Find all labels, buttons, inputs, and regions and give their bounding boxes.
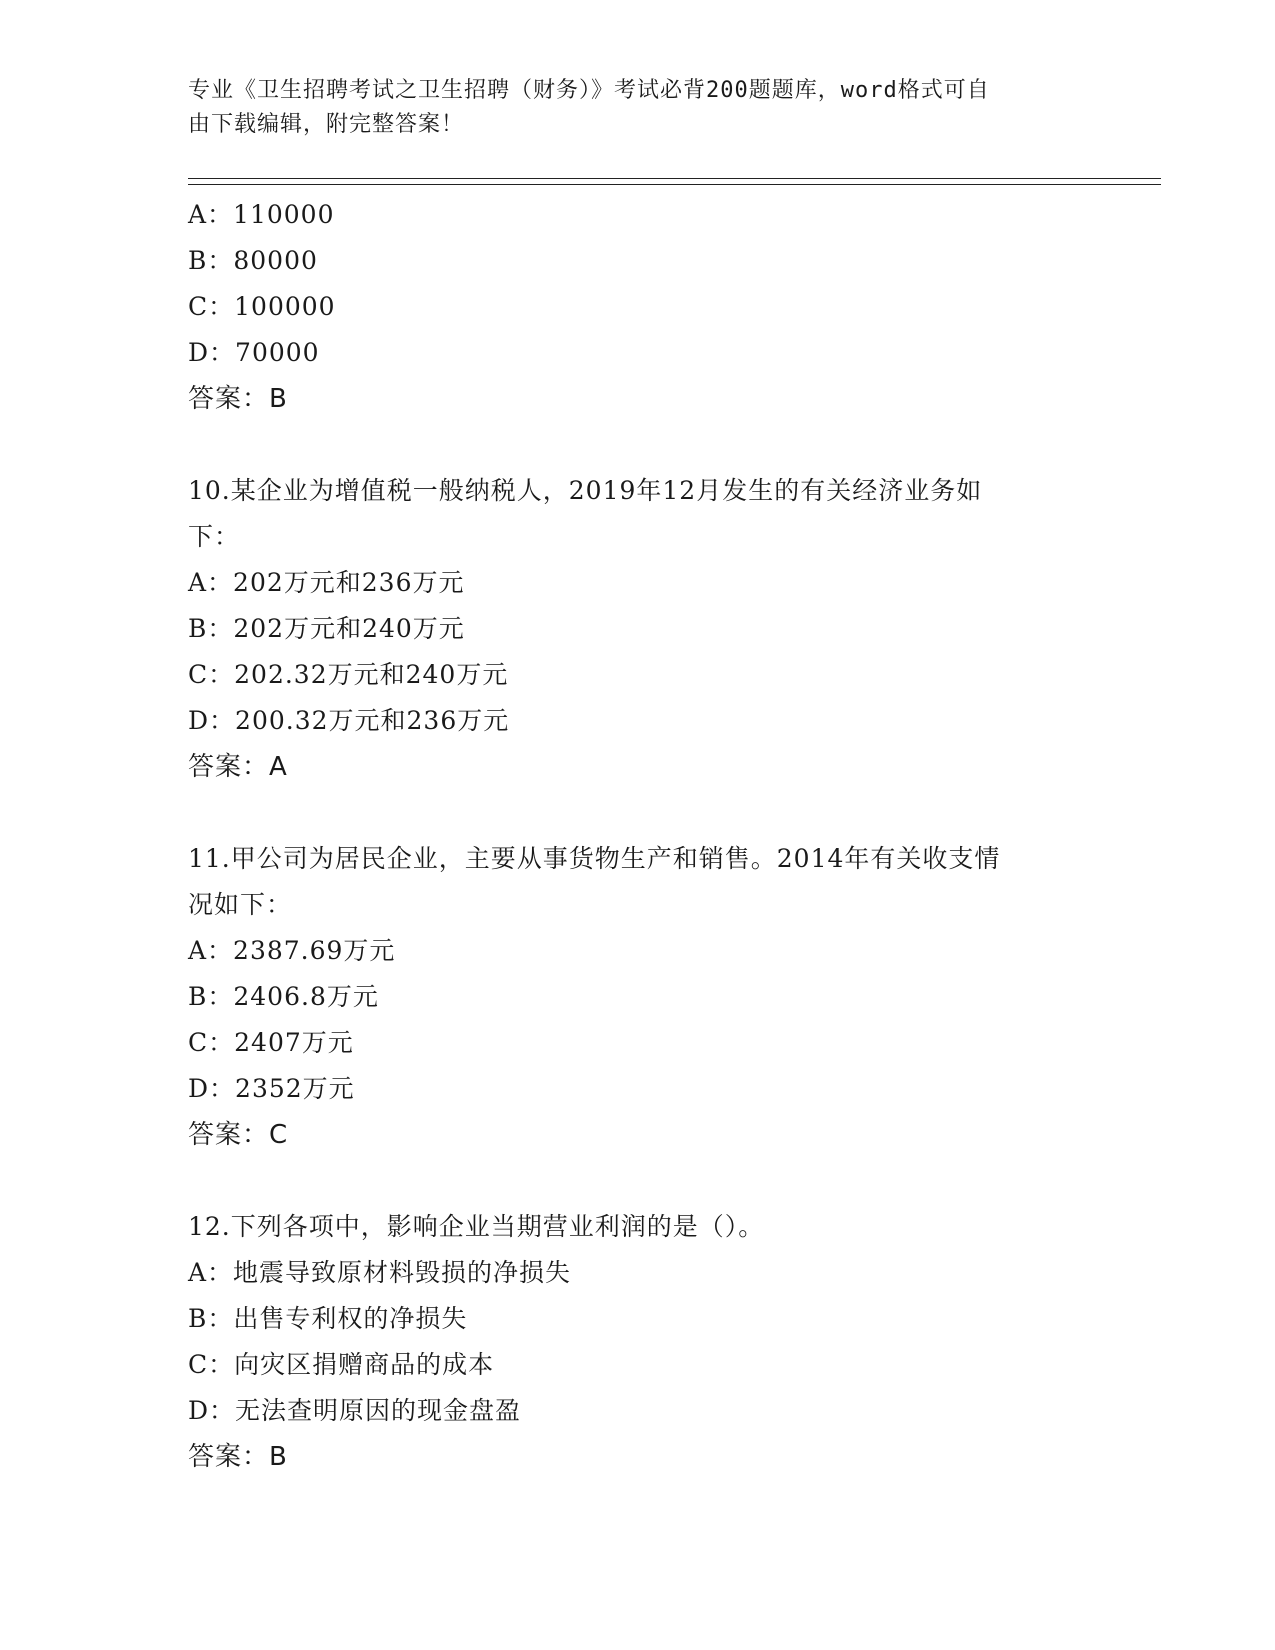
option-d: D：200.32万元和236万元: [188, 706, 510, 735]
question-title: 10.某企业为增值税一般纳税人，2019年12月发生的有关经济业务如: [188, 476, 983, 505]
option-a: A：110000: [188, 200, 335, 229]
answer-line: 答案：B: [188, 384, 288, 414]
option-c: C：向灾区捐赠商品的成本: [188, 1350, 495, 1379]
question-10: [188, 468, 1108, 790]
question-title-cont: 况如下：: [188, 890, 293, 919]
question-11: [188, 836, 1108, 1158]
answer-line: 答案：B: [188, 1442, 288, 1472]
header-line-1: 专业《卫生招聘考试之卫生招聘（财务）》考试必背200题题库，word格式可自: [188, 78, 990, 103]
answer-line: 答案：A: [188, 752, 288, 782]
option-b: B：202万元和240万元: [188, 614, 465, 643]
spacer: [188, 1158, 1108, 1204]
option-b: B：80000: [188, 246, 318, 275]
option-a: A：202万元和236万元: [188, 568, 465, 597]
question-title-cont: 下：: [188, 522, 241, 551]
question-title: 11.甲公司为居民企业，主要从事货物生产和销售。2014年有关收支情: [188, 844, 1001, 873]
option-c: C：2407万元: [188, 1028, 354, 1057]
option-b: B：2406.8万元: [188, 982, 379, 1011]
spacer: [188, 790, 1108, 836]
option-d: D：70000: [188, 338, 320, 367]
option-d: D：无法查明原因的现金盘盈: [188, 1396, 522, 1425]
question-title: 12.下列各项中，影响企业当期营业利润的是（）。: [188, 1212, 765, 1241]
question-12: [188, 1204, 1108, 1480]
option-c: C：100000: [188, 292, 336, 321]
header-divider-top: [188, 178, 1161, 179]
header-line-2: 由下载编辑，附完整答案！: [188, 112, 465, 137]
header-divider-bottom: [188, 184, 1161, 185]
question-list: [188, 192, 1108, 1480]
option-d: D：2352万元: [188, 1074, 355, 1103]
option-a: A：2387.69万元: [188, 936, 396, 965]
spacer: [188, 422, 1108, 468]
option-b: B：出售专利权的净损失: [188, 1304, 468, 1333]
option-c: C：202.32万元和240万元: [188, 660, 509, 689]
answer-line: 答案：C: [188, 1120, 289, 1150]
question-9: [188, 192, 1108, 422]
document-header: [188, 74, 1088, 142]
option-a: A：地震导致原材料毁损的净损失: [188, 1258, 572, 1287]
